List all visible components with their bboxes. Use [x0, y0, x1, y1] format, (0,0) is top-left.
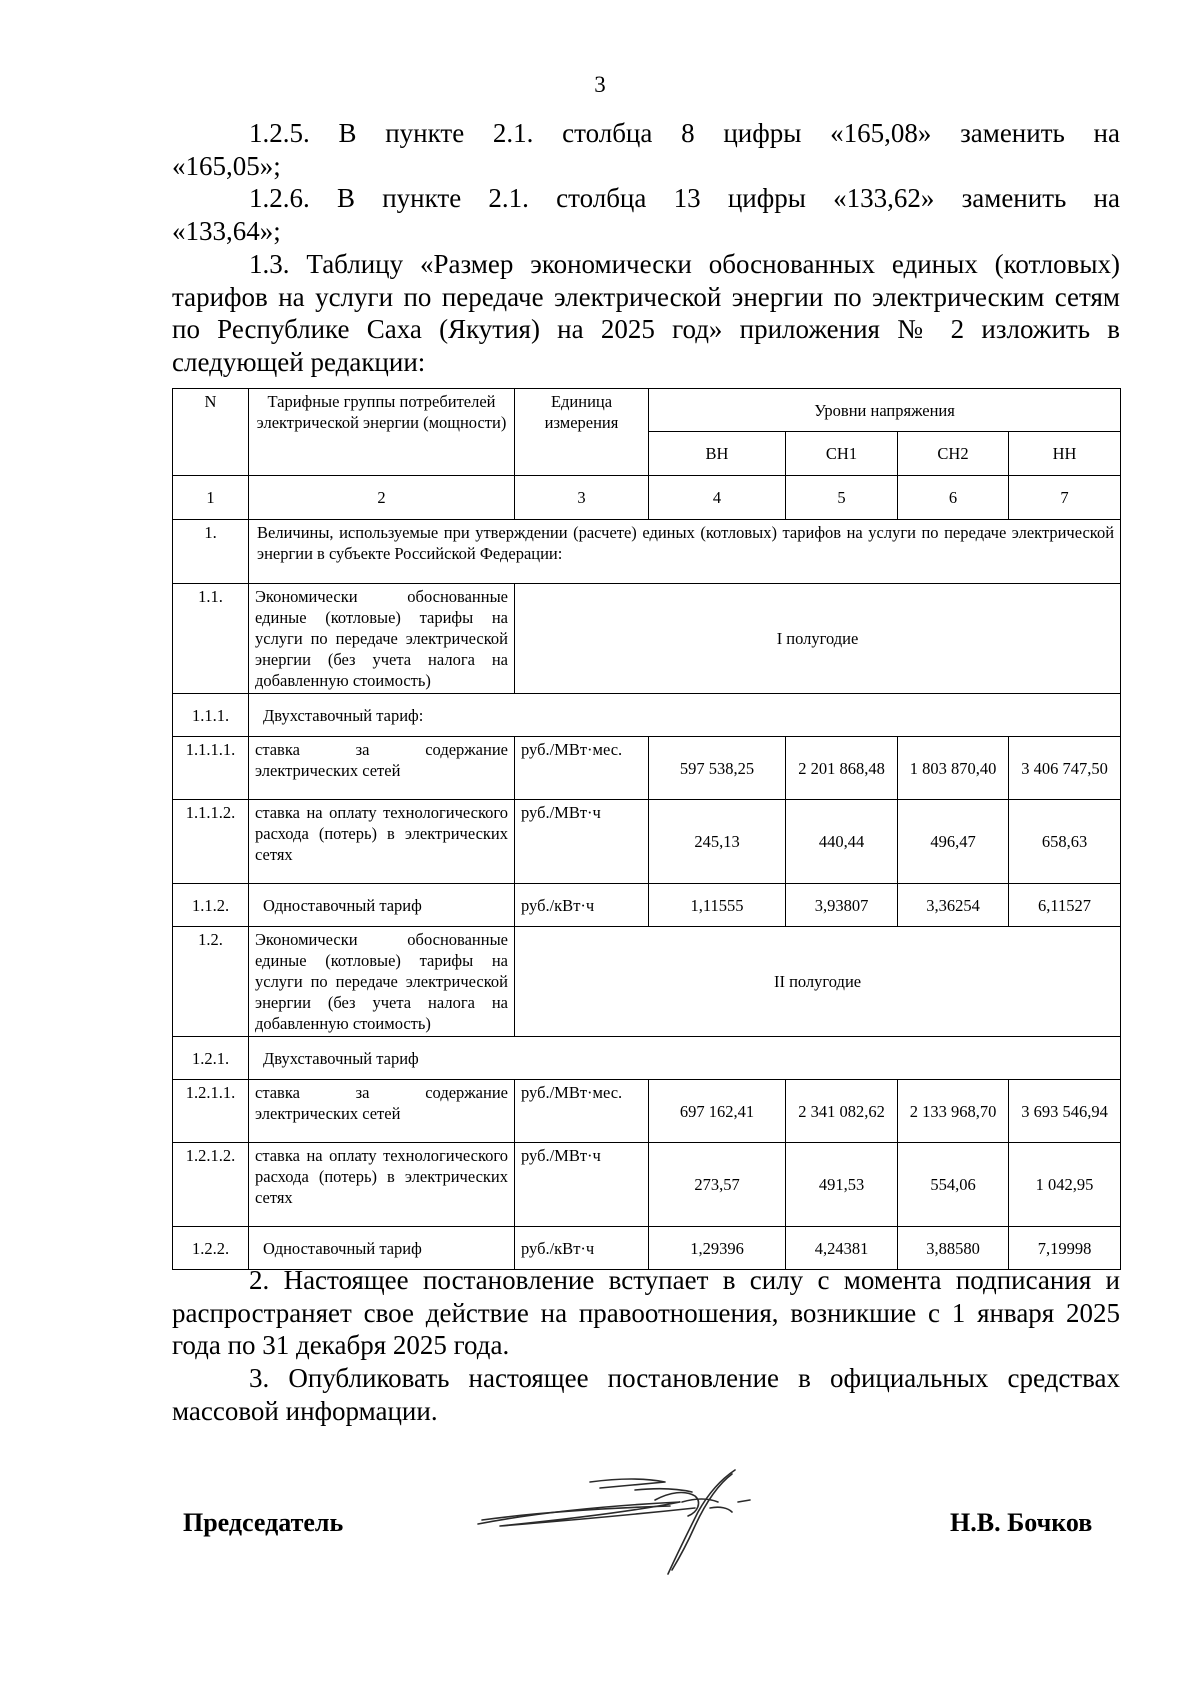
paragraph-line: года по 31 декабря 2025 года. [172, 1330, 510, 1360]
header-row [173, 389, 1121, 432]
table-row [173, 1143, 1121, 1227]
paragraph-3 [172, 1362, 1120, 1427]
header-vn: ВН [649, 432, 786, 476]
value-sn1: 440,44 [786, 800, 898, 884]
row-number: 1.2.1.1. [173, 1080, 249, 1143]
paragraph-line: массовой информации. [172, 1395, 438, 1426]
page-number: 3 [594, 72, 606, 97]
paragraph-line: «133,64»; [172, 215, 281, 246]
value-vn: 697 162,41 [649, 1080, 786, 1143]
value-nn: 1 042,95 [1009, 1143, 1121, 1227]
value-vn: 273,57 [649, 1143, 786, 1227]
paragraph-line: тарифов на услуги по передаче электрической энергии по электрическим сетям [172, 281, 1120, 312]
rate-unit: руб./МВт·ч [515, 1143, 649, 1227]
header-group: Тарифные группы потребителей электрической энергии (мощности) [249, 389, 515, 476]
row-number: 1.1. [173, 584, 249, 694]
value-sn1: 2 201 868,48 [786, 737, 898, 800]
rate-unit: руб./кВт·ч [515, 884, 649, 927]
table-row [173, 1080, 1121, 1143]
period-label: I полугодие [515, 584, 1121, 694]
rate-unit: руб./МВт·мес. [515, 1080, 649, 1143]
paragraph-2 [172, 1264, 1120, 1362]
value-sn1: 2 341 082,62 [786, 1080, 898, 1143]
value-vn: 597 538,25 [649, 737, 786, 800]
col-number: 1 [173, 476, 249, 520]
header-sn1: СН1 [786, 432, 898, 476]
paragraph-line: по Республике Саха (Якутия) на 2025 год» приложения № 2 изложить в [172, 314, 1120, 344]
paragraph-line: 2. Настоящее постановление вступает в силу с момента подписания и [249, 1265, 1120, 1295]
block-title: Экономически обоснованные единые (котловые) тарифы на услуги по передаче электрической энергии (без учета налога на добавленную стоимость) [249, 584, 515, 694]
paragraph-line: 3. Опубликовать настоящее постановление в официальных средствах [249, 1363, 1120, 1393]
value-nn: 3 693 546,94 [1009, 1080, 1121, 1143]
row-number: 1.2. [173, 927, 249, 1037]
value-sn2: 554,06 [898, 1143, 1009, 1227]
value-nn: 6,11527 [1009, 884, 1121, 927]
header-n: N [173, 389, 249, 476]
row-number: 1.1.2. [173, 884, 249, 927]
rate-unit: руб./МВт·мес. [515, 737, 649, 800]
block-title-row [173, 927, 1121, 1037]
rate-name: ставка на оплату технологического расхода (потерь) в электрических сетях [249, 800, 515, 884]
col-number: 3 [515, 476, 649, 520]
header-nn: НН [1009, 432, 1121, 476]
row-number: 1.2.1.2. [173, 1143, 249, 1227]
row-number: 1. [173, 520, 249, 584]
value-sn2: 1 803 870,40 [898, 737, 1009, 800]
col-number: 7 [1009, 476, 1121, 520]
paragraph-line: следующей редакции: [172, 346, 426, 377]
value-vn: 1,29396 [649, 1227, 786, 1270]
value-nn: 7,19998 [1009, 1227, 1121, 1270]
value-sn1: 3,93807 [786, 884, 898, 927]
section-text: Величины, используемые при утверждении (расчете) единых (котловых) тарифов на услуги по передаче электрической энергии в субъекте Российской Федерации: [249, 520, 1121, 584]
col-number: 5 [786, 476, 898, 520]
paragraph-line: 1.2.5. В пункте 2.1. столбца 8 цифры «165,08» заменить на [249, 118, 1120, 148]
signatory-title: Председатель [183, 1508, 344, 1537]
row-number: 1.2.1. [173, 1037, 249, 1080]
value-sn2: 3,88580 [898, 1227, 1009, 1270]
paragraph-line: распространяет свое действие на правоотношения, возникшие с 1 января 2025 [172, 1297, 1120, 1328]
value-nn: 658,63 [1009, 800, 1121, 884]
value-sn1: 4,24381 [786, 1227, 898, 1270]
two-rate-label: Двухставочный тариф: [249, 694, 1121, 737]
block-title-row [173, 584, 1121, 694]
col-number: 2 [249, 476, 515, 520]
row-number: 1.1.1.1. [173, 737, 249, 800]
paragraph-1-2-6 [172, 182, 1120, 247]
tariff-table [172, 388, 1121, 1270]
header-unit: Единица измерения [515, 389, 649, 476]
rate-name: ставка за содержание электрических сетей [249, 1080, 515, 1143]
column-number-row [173, 476, 1121, 520]
table-row [173, 884, 1121, 927]
rate-name: ставка на оплату технологического расхода (потерь) в электрических сетях [249, 1143, 515, 1227]
value-sn2: 3,36254 [898, 884, 1009, 927]
col-number: 4 [649, 476, 786, 520]
rate-name: Одноставочный тариф [249, 1227, 515, 1270]
value-vn: 245,13 [649, 800, 786, 884]
two-rate-row [173, 694, 1121, 737]
value-sn1: 491,53 [786, 1143, 898, 1227]
rate-name: Одноставочный тариф [249, 884, 515, 927]
header-sn2: СН2 [898, 432, 1009, 476]
paragraph-1-2-5 [172, 117, 1120, 182]
value-sn2: 496,47 [898, 800, 1009, 884]
section-row [173, 520, 1121, 584]
col-number: 6 [898, 476, 1009, 520]
period-label: II полугодие [515, 927, 1121, 1037]
block-title: Экономически обоснованные единые (котловые) тарифы на услуги по передаче электрической энергии (без учета налога на добавленную стоимость) [249, 927, 515, 1037]
paragraph-1-3 [172, 248, 1120, 378]
rate-name: ставка за содержание электрических сетей [249, 737, 515, 800]
row-number: 1.1.1.2. [173, 800, 249, 884]
value-vn: 1,11555 [649, 884, 786, 927]
rate-unit: руб./кВт·ч [515, 1227, 649, 1270]
header-voltage-levels: Уровни напряжения [649, 389, 1121, 432]
table-row [173, 737, 1121, 800]
paragraph-line: «165,05»; [172, 150, 281, 181]
signatory-name: Н.В. Бочков [950, 1508, 1093, 1537]
value-sn2: 2 133 968,70 [898, 1080, 1009, 1143]
paragraph-line: 1.3. Таблицу «Размер экономически обоснованных единых (котловых) [249, 249, 1120, 279]
rate-unit: руб./МВт·ч [515, 800, 649, 884]
two-rate-row [173, 1037, 1121, 1080]
two-rate-label: Двухставочный тариф [249, 1037, 1121, 1080]
value-nn: 3 406 747,50 [1009, 737, 1121, 800]
row-number: 1.1.1. [173, 694, 249, 737]
table-row [173, 800, 1121, 884]
paragraph-line: 1.2.6. В пункте 2.1. столбца 13 цифры «133,62» заменить на [249, 183, 1120, 213]
row-number: 1.2.2. [173, 1227, 249, 1270]
handwritten-signature-icon [470, 1462, 800, 1582]
